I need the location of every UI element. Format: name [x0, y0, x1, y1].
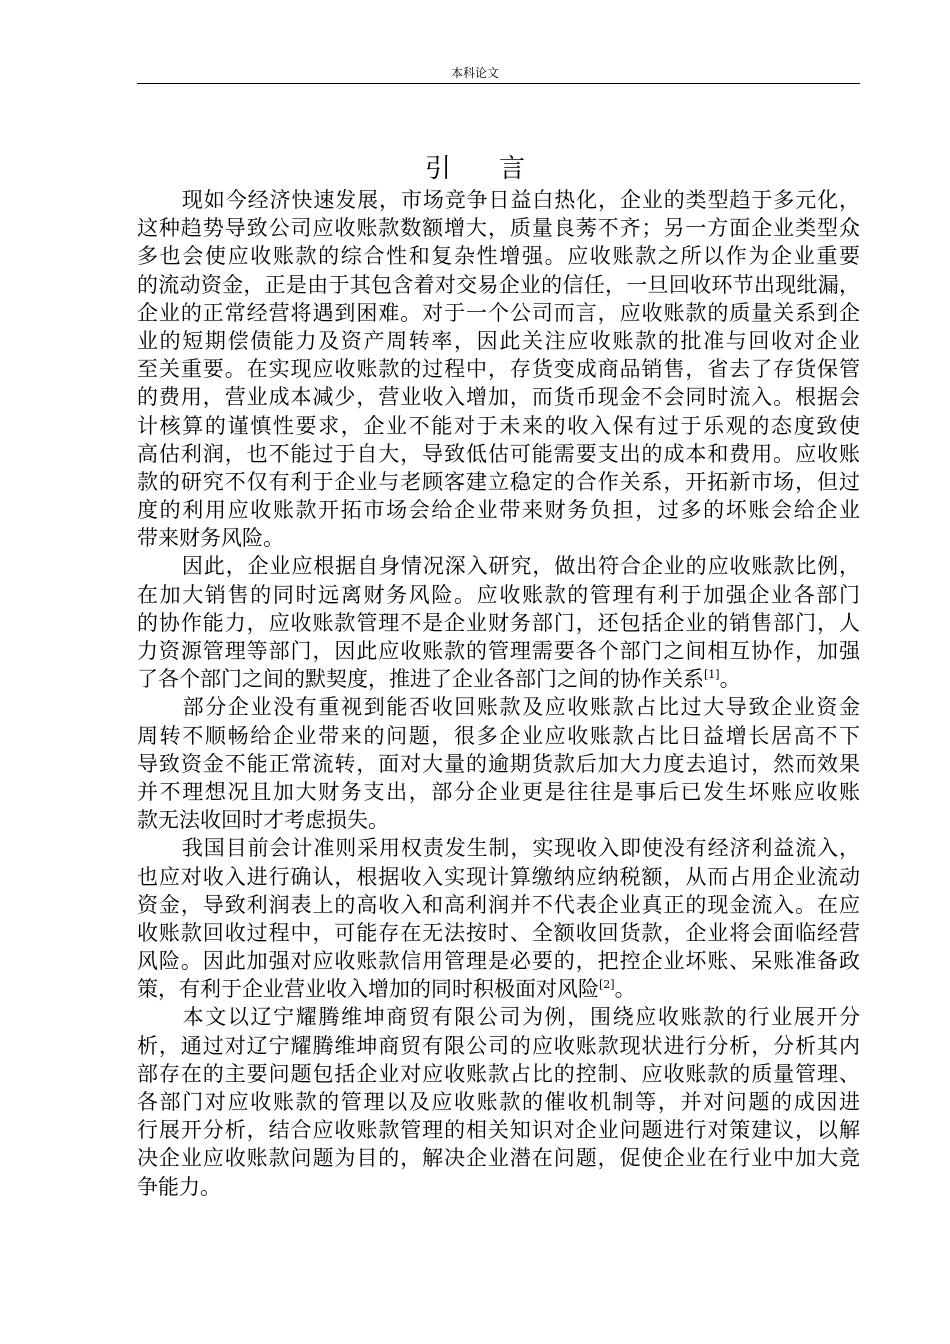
line-text: 并不理想况且加大财务支出，部分企业更是往往是事后已发生坏账应收账: [137, 779, 860, 804]
text-line: [137, 609, 860, 637]
line-text: 多也会使应收账款的综合性和复杂性增强。应收账款之所以作为企业重要: [137, 244, 860, 269]
line-end-punct: 。: [719, 667, 741, 692]
line-text: 各部门对应收账款的管理以及应收账款的催收机制等，并对问题的成因进: [137, 1090, 860, 1114]
text-line: [137, 947, 860, 975]
text-line: [137, 665, 860, 693]
text-line: [137, 750, 860, 778]
section-title: 引言: [424, 154, 573, 184]
line-text: 部存在的主要问题包括企业对应收账款占比的控制、应收账款的质量管理、: [137, 1061, 860, 1086]
text-line: [137, 806, 860, 834]
text-line: [137, 637, 860, 665]
text-line: [137, 440, 860, 468]
text-line: [137, 355, 860, 383]
text-line: [137, 242, 860, 270]
line-text: 企业的正常经营将遇到困难。对于一个公司而言，应收账款的质量关系到企: [137, 300, 860, 325]
text-line: [137, 327, 860, 355]
text-line: [137, 412, 860, 440]
line-text: 高估利润，也不能过于自大，导致低估可能需要支出的成本和费用。应收账: [137, 441, 860, 466]
line-text: 计核算的谨慎性要求，企业不能对于未来的收入保有过于乐观的态度致使: [137, 413, 860, 438]
text-line: [137, 834, 860, 862]
text-line: [137, 891, 860, 919]
citation-marker: [2]: [599, 978, 615, 992]
line-text: 在加大销售的同时远离财务风险。应收账款的管理有利于加强企业各部门: [137, 582, 860, 607]
line-text: 行展开分析，结合应收账款管理的相关知识对企业问题进行对策建议，以解: [137, 1118, 860, 1143]
line-text: 的流动资金，正是由于其包含着对交易企业的信任，一旦回收环节出现纰漏，: [137, 272, 860, 297]
text-line: [137, 975, 860, 1003]
paragraph: [137, 693, 860, 834]
text-line: [137, 778, 860, 806]
text-line: [137, 722, 860, 750]
line-text: 也应对收入进行确认，根据收入实现计算缴纳应纳税额，从而占用企业流动: [137, 864, 860, 889]
line-text: 导致资金不能正常流转，面对大量的逾期货款后加大力度去追讨，然而效果: [137, 751, 860, 776]
line-text: 风险。因此加强对应收账款信用管理是必要的，把控企业坏账、呆账准备政: [137, 949, 860, 974]
line-text: 款的研究不仅有利于企业与老顾客建立稳定的合作关系，开拓新市场，但过: [137, 469, 860, 494]
line-text: 了各个部门之间的默契度，推进了企业各部门之间的协作关系: [137, 667, 704, 692]
text-line: [137, 693, 860, 721]
text-line: [137, 1144, 860, 1172]
line-text: 带来财务风险。: [137, 526, 284, 551]
line-text: 力资源管理等部门，因此应收账款的管理需要各个部门之间相互协作，加强: [137, 639, 860, 663]
line-text: 的费用，营业成本减少，营业收入增加，而货币现金不会同时流入。根据会: [137, 385, 860, 410]
body-text: [137, 186, 860, 1201]
text-line: [137, 524, 860, 552]
text-line: [137, 214, 860, 242]
line-text: 策，有利于企业营业收入增加的同时积极面对风险: [137, 977, 599, 1002]
text-line: [137, 1032, 860, 1060]
text-line: [137, 1116, 860, 1144]
line-text: 析，通过对辽宁耀腾维坤商贸有限公司的应收账款现状进行分析，分析其内: [137, 1033, 860, 1058]
line-text: 本文以辽宁耀腾维坤商贸有限公司为例，围绕应收账款的行业展开分: [181, 1005, 860, 1030]
text-line: [137, 1088, 860, 1116]
text-line: [137, 1060, 860, 1088]
line-text: 我国目前会计准则采用权责发生制，实现收入即使没有经济利益流入，: [181, 836, 860, 861]
line-text: 因此，企业应根据自身情况深入研究，做出符合企业的应收账款比例，: [181, 554, 860, 579]
line-text: 决企业应收账款问题为目的，解决企业潜在问题，促使企业在行业中加大竞: [137, 1146, 860, 1171]
text-line: [137, 863, 860, 891]
line-text: 部分企业没有重视到能否收回账款及应收账款占比过大导致企业资金: [181, 695, 860, 720]
line-text: 款无法收回时才考虑损失。: [137, 808, 389, 833]
line-text: 资金，导致利润表上的高收入和高利润并不代表企业真正的现金流入。在应: [137, 892, 860, 917]
line-text: 现如今经济快速发展，市场竞争日益白热化，企业的类型趋于多元化，: [181, 188, 860, 212]
text-line: [137, 468, 860, 496]
header-rule: [137, 83, 860, 84]
text-line: [137, 919, 860, 947]
text-line: [137, 271, 860, 299]
paragraph: [137, 834, 860, 1003]
line-text: 的协作能力，应收账款管理不是企业财务部门，还包括企业的销售部门，人: [137, 610, 860, 635]
paragraph: [137, 186, 860, 552]
text-line: [137, 186, 860, 214]
citation-marker: [1]: [704, 668, 720, 682]
line-text: 周转不顺畅给企业带来的问题，很多企业应收账款占比日益增长居高不下: [137, 723, 860, 748]
text-line: [137, 383, 860, 411]
line-text: 这种趋势导致公司应收账款数额增大，质量良莠不齐；另一方面企业类型众: [137, 216, 860, 241]
paragraph: [137, 552, 860, 693]
running-header: 本科论文: [450, 66, 499, 80]
paragraph: [137, 1003, 860, 1200]
text-line: [137, 1173, 860, 1201]
line-text: 收账款回收过程中，可能存在无法按时、全额收回货款，企业将会面临经营: [137, 920, 860, 945]
text-line: [137, 496, 860, 524]
text-line: [137, 581, 860, 609]
line-text: 争能力。: [137, 1174, 221, 1199]
line-text: 至关重要。在实现应收账款的过程中，存货变成商品销售，省去了存货保管: [137, 357, 860, 382]
line-text: 度的利用应收账款开拓市场会给企业带来财务负担，过多的坏账会给企业: [137, 498, 860, 523]
text-line: [137, 299, 860, 327]
text-line: [137, 552, 860, 580]
line-end-punct: 。: [614, 977, 636, 1002]
line-text: 业的短期偿债能力及资产周转率，因此关注应收账款的批准与回收对企业: [137, 328, 860, 353]
text-line: [137, 1003, 860, 1031]
